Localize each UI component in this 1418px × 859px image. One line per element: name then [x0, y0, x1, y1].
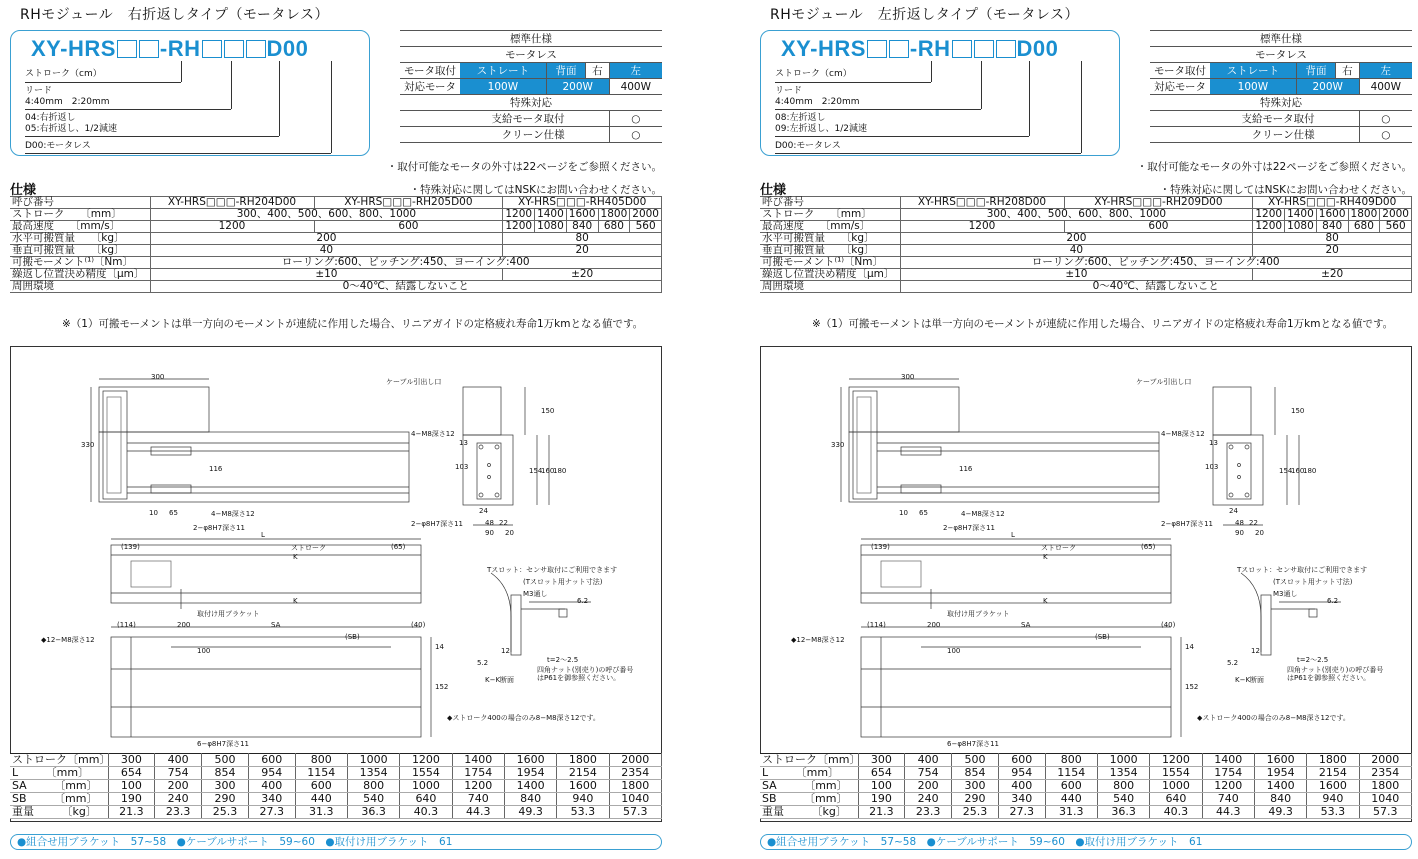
dim-cell: 1200: [1202, 780, 1254, 793]
model-line-lead: リード: [25, 86, 53, 96]
dim-cell: 754: [905, 767, 952, 780]
dim-cell: 44.3: [1202, 806, 1254, 819]
dim-cell: 854: [202, 767, 249, 780]
dim-cell: 190: [858, 793, 905, 806]
dim-180: 180: [1303, 467, 1317, 475]
dim-10: 10: [899, 509, 908, 517]
dim-cell: 800: [1045, 754, 1097, 767]
dim-160: 160: [1291, 467, 1305, 475]
dim-200: 200: [177, 621, 191, 629]
dim-cell: 1040: [1359, 793, 1411, 806]
spec-heading: 仕様: [760, 183, 787, 198]
m8-12-label: ◆12−M8深さ12: [791, 636, 845, 644]
dim-10: 10: [149, 509, 158, 517]
dim-row-label: SA 〔mm〕: [10, 780, 108, 793]
dim-cell: 31.3: [1045, 806, 1097, 819]
dim-cell: 40.3: [1150, 806, 1202, 819]
dim-160: 160: [541, 467, 555, 475]
dim-cell: 1954: [504, 767, 556, 780]
pin-6-label: 6−φ8H7深さ11: [197, 740, 250, 748]
dim-24: 24: [479, 507, 488, 515]
dim-cell: 954: [998, 767, 1045, 780]
dim-100: 100: [947, 647, 961, 655]
dim-cell: 2000: [1359, 754, 1411, 767]
dim-cell: 23.3: [905, 806, 952, 819]
dim-cell: 2000: [609, 754, 661, 767]
dim-139: (139): [121, 543, 140, 551]
dim-cell: 1554: [400, 767, 452, 780]
dim-row-label: 重量 〔kg〕: [760, 806, 858, 819]
motor-size-note: ・取付可能なモータの外寸は22ページをご参照ください。: [386, 161, 662, 173]
model-line-fold2: 09:左折返し、1/2減速: [775, 124, 867, 134]
dim-row: [10, 754, 662, 767]
dim-cell: 53.3: [1307, 806, 1359, 819]
dim-cell: 240: [155, 793, 202, 806]
kk-section-label: K−K断面: [1235, 676, 1265, 684]
dim-cell: 1200: [452, 780, 504, 793]
dim-cell: 1200: [1150, 754, 1202, 767]
dim-cell: 27.3: [248, 806, 295, 819]
spec-table: 呼び番号 XY-HRS□□□-RH208D00 XY-HRS□□□-RH209D00 XY-HRS□□□-RH409D00 ストローク 〔mm〕 300、400、500、600、800、1000 1200 1400 1600 1800 2000 最高速度 〔mm/s〕 1200 600 1200 1080 840 680 560 水平可搬質量 〔kg〕 200 80 垂直可搬質量 〔kg〕 40 20 可搬モーメント⁽¹⁾〔Nm〕 ローリング:600、ピッチング:450、ヨーイング:400 繰返し位置決め精度〔μm〕 ±10 ±20 周囲環境 0～40℃、結露しないこと: [760, 196, 1412, 293]
m8-4-label-b: 4−M8深さ12: [961, 510, 1005, 518]
dim-cell: 36.3: [347, 806, 399, 819]
dim-row: [760, 754, 1412, 767]
special-note: ・特殊対応に関してはNSKにお問い合わせください。: [409, 184, 662, 196]
dim-cell: 500: [202, 754, 249, 767]
model-line-fold1: 04:右折返し: [25, 113, 76, 123]
related-parts-bar: ●組合せ用ブラケット 57~58 ●ケーブルサポート 59~60 ●取付け用ブラケット 61: [10, 834, 662, 850]
dim-L: L: [1011, 531, 1015, 539]
dim-cell: 640: [1150, 793, 1202, 806]
cable-outlet-label: ケーブル引出し口: [1136, 378, 1192, 386]
dim-cell: 654: [108, 767, 155, 780]
dim-cell: 840: [1254, 793, 1306, 806]
m3-label: M3通し: [523, 590, 548, 598]
dim-row-label: SB 〔mm〕: [760, 793, 858, 806]
dim-5-2: 5.2: [477, 659, 489, 667]
dim-180: 180: [553, 467, 567, 475]
footnote: ※（1）可搬モーメントは単一方向のモーメントが連続に作用した場合、リニアガイドの定格疲れ寿命1万kmとなる値です。: [812, 318, 1394, 330]
dim-cell: 23.3: [155, 806, 202, 819]
dimension-table: [760, 753, 1412, 819]
dim-40: (40): [411, 621, 426, 629]
dim-90: 90: [1235, 529, 1244, 537]
dim-cell: 57.3: [609, 806, 661, 819]
dim-90: 90: [485, 529, 494, 537]
tslot-label: Tスロット：センサ取付にご利用できます: [487, 566, 618, 574]
dim-cell: 25.3: [952, 806, 999, 819]
tslot-nut-label: (Tスロット用ナット寸法): [1273, 578, 1353, 586]
pin-2-label-b: 2−φ8H7深さ11: [943, 524, 996, 532]
model-code-box: [760, 30, 1120, 156]
model-line-lead-values: 4:40mm 2:20mm: [775, 97, 860, 107]
motor-size-note: ・取付可能なモータの外寸は22ページをご参照ください。: [1136, 161, 1412, 173]
stroke-note: ◆ストローク400の場合のみ8−M8深さ12です。: [1197, 714, 1350, 722]
dim-cell: 800: [1097, 780, 1149, 793]
dim-cell: 800: [347, 780, 399, 793]
bracket-label: 取付け用ブラケット: [947, 610, 1010, 618]
dim-cell: 36.3: [1097, 806, 1149, 819]
dim-cell: 200: [155, 780, 202, 793]
dim-cell: 740: [1202, 793, 1254, 806]
dim-65: 65: [169, 509, 178, 517]
dim-SB: (SB): [1095, 633, 1110, 641]
stroke-note: ◆ストローク400の場合のみ8−M8深さ12です。: [447, 714, 600, 722]
dim-row-label: ストローク〔mm〕: [762, 753, 861, 766]
nut-note-2: はP61を御参照ください。: [1287, 674, 1371, 682]
dim-cell: 2154: [1307, 767, 1359, 780]
dim-row: [760, 806, 1412, 819]
dim-row-label: L 〔mm〕: [10, 767, 108, 780]
special-note: ・特殊対応に関してはNSKにお問い合わせください。: [1159, 184, 1412, 196]
dim-SA: SA: [1021, 621, 1031, 629]
dim-cell: 854: [952, 767, 999, 780]
dim-cell: 1354: [347, 767, 399, 780]
dim-cell: 600: [998, 754, 1045, 767]
dim-cell: 1400: [452, 754, 504, 767]
dim-cell: 1754: [1202, 767, 1254, 780]
dim-row-label: ストローク〔mm〕: [12, 753, 111, 766]
dim-row: [760, 793, 1412, 806]
dim-cell: 600: [1045, 780, 1097, 793]
pin-2-label-b: 2−φ8H7深さ11: [193, 524, 246, 532]
dim-cell: 300: [108, 754, 155, 767]
section-K-bottom: K: [293, 597, 298, 605]
dim-cell: 100: [108, 780, 155, 793]
model-code: XY-HRS -RH D00: [781, 36, 1059, 61]
dim-cell: 1800: [1359, 780, 1411, 793]
spec-heading: 仕様: [10, 183, 37, 198]
dim-cell: 57.3: [1359, 806, 1411, 819]
dim-cell: 2154: [557, 767, 609, 780]
page-left-fold: [758, 0, 1412, 859]
dim-L: L: [261, 531, 265, 539]
dim-100: 100: [197, 647, 211, 655]
dim-cell: 1800: [557, 754, 609, 767]
dim-cell: 840: [504, 793, 556, 806]
dim-cell: 1000: [347, 754, 399, 767]
dim-cell: 1400: [1202, 754, 1254, 767]
dim-row: [10, 780, 662, 793]
dim-cell: 400: [998, 780, 1045, 793]
dim-12: 12: [501, 647, 510, 655]
dimension-drawing: [760, 346, 1412, 822]
spec-table: 呼び番号 XY-HRS□□□-RH204D00 XY-HRS□□□-RH205D00 XY-HRS□□□-RH405D00 ストローク 〔mm〕 300、400、500、600、800、1000 1200 1400 1600 1800 2000 最高速度 〔mm/s〕 1200 600 1200 1080 840 680 560 水平可搬質量 〔kg〕 200 80 垂直可搬質量 〔kg〕 40 20 可搬モーメント⁽¹⁾〔Nm〕 ローリング:600、ピッチング:450、ヨーイング:400 繰返し位置決め精度〔μm〕 ±10 ±20 周囲環境 0～40℃、結露しないこと: [10, 196, 662, 293]
dim-103: 103: [455, 463, 469, 471]
dim-cell: 940: [557, 793, 609, 806]
model-code: XY-HRS -RH D00: [31, 36, 309, 61]
dim-22: 22: [1249, 519, 1258, 527]
model-line-motorless: D00:モータレス: [775, 141, 841, 151]
dim-13: 13: [1209, 439, 1218, 447]
dim-cell: 1000: [1097, 754, 1149, 767]
dim-cell: 21.3: [858, 806, 905, 819]
dim-cell: 1600: [1254, 754, 1306, 767]
dim-cell: 440: [1045, 793, 1097, 806]
related-parts-bar: ●組合せ用ブラケット 57~58 ●ケーブルサポート 59~60 ●取付け用ブラケット 61: [760, 834, 1412, 850]
page-right-fold: [8, 0, 668, 859]
dim-SB: (SB): [345, 633, 360, 641]
model-line-stroke: ストローク（cm）: [25, 69, 102, 79]
dim-row: [760, 767, 1412, 780]
dim-cell: 740: [452, 793, 504, 806]
dim-103: 103: [1205, 463, 1219, 471]
dim-cell: 440: [295, 793, 347, 806]
model-line-fold2: 05:右折返し、1/2減速: [25, 124, 117, 134]
dim-150: 150: [1291, 407, 1305, 415]
dim-row: [760, 780, 1412, 793]
page-title: RHモジュール 右折返しタイプ（モータレス）: [20, 7, 330, 23]
nut-note-1: 四角ナット(別売り)の呼び番号: [1287, 666, 1384, 674]
standard-spec-table: 標準仕様 モータレス モータ取付 ストレート 背面 右 左 対応モータ 100W 200W 400W 特殊対応 支給モータ取付 ○ クリーン仕様 ○: [400, 30, 662, 143]
dim-20: 20: [1255, 529, 1264, 537]
dim-cell: 1600: [504, 754, 556, 767]
dim-cell: 25.3: [202, 806, 249, 819]
dim-cell: 540: [347, 793, 399, 806]
dim-cell: 49.3: [504, 806, 556, 819]
dim-cell: 1800: [1307, 754, 1359, 767]
dim-48: 48: [1235, 519, 1244, 527]
dim-cell: 940: [1307, 793, 1359, 806]
dim-cell: 300: [952, 780, 999, 793]
dim-cell: 800: [295, 754, 347, 767]
model-code-box: [10, 30, 370, 156]
tslot-label: Tスロット：センサ取付にご利用できます: [1237, 566, 1368, 574]
dim-cell: 500: [952, 754, 999, 767]
dim-cell: 1754: [452, 767, 504, 780]
dim-65b: (65): [391, 543, 406, 551]
dim-cell: 21.3: [108, 806, 155, 819]
dim-row: [10, 767, 662, 780]
dim-6-2: 6.2: [577, 597, 589, 605]
dim-row: [10, 793, 662, 806]
t-label: t=2～2.5: [1297, 656, 1329, 664]
dim-stroke: ストローク: [291, 544, 326, 552]
dim-154: 154: [529, 467, 543, 475]
dim-40: (40): [1161, 621, 1176, 629]
dimension-drawing: [10, 346, 662, 822]
dim-cell: 290: [952, 793, 999, 806]
dim-139: (139): [871, 543, 890, 551]
dim-116: 116: [959, 465, 973, 473]
m8-4-label: 4−M8深さ12: [411, 430, 455, 438]
dim-114: (114): [117, 621, 136, 629]
dim-cell: 31.3: [295, 806, 347, 819]
dim-65b: (65): [1141, 543, 1156, 551]
dim-cell: 954: [248, 767, 295, 780]
dim-cell: 1400: [1254, 780, 1306, 793]
dim-cell: 300: [858, 754, 905, 767]
dim-cell: 400: [905, 754, 952, 767]
dim-cell: 2354: [609, 767, 661, 780]
dim-cell: 600: [248, 754, 295, 767]
dim-SA: SA: [271, 621, 281, 629]
dim-cell: 190: [108, 793, 155, 806]
dim-cell: 300: [202, 780, 249, 793]
model-line-lead-values: 4:40mm 2:20mm: [25, 97, 110, 107]
dim-cell: 1154: [295, 767, 347, 780]
kk-section-label: K−K断面: [485, 676, 515, 684]
m3-label: M3通し: [1273, 590, 1298, 598]
dim-65: 65: [919, 509, 928, 517]
dim-cell: 290: [202, 793, 249, 806]
dim-cell: 1200: [400, 754, 452, 767]
dim-cell: 1154: [1045, 767, 1097, 780]
pin-6-label: 6−φ8H7深さ11: [947, 740, 1000, 748]
dim-cell: 1040: [609, 793, 661, 806]
dim-cell: 1800: [609, 780, 661, 793]
dim-12: 12: [1251, 647, 1260, 655]
dim-row-label: L 〔mm〕: [760, 767, 858, 780]
model-line-motorless: D00:モータレス: [25, 141, 91, 151]
dim-cell: 340: [248, 793, 295, 806]
m8-4-label-b: 4−M8深さ12: [211, 510, 255, 518]
pin-2-label: 2−φ8H7深さ11: [411, 520, 464, 528]
section-K-top: K: [293, 553, 298, 561]
model-line-fold1: 08:左折返し: [775, 113, 826, 123]
page-title: RHモジュール 左折返しタイプ（モータレス）: [770, 7, 1080, 23]
model-line-lead: リード: [775, 86, 803, 96]
section-K-bottom: K: [1043, 597, 1048, 605]
dim-row-label: SA 〔mm〕: [760, 780, 858, 793]
dim-13: 13: [459, 439, 468, 447]
cable-outlet-label: ケーブル引出し口: [386, 378, 442, 386]
dim-14: 14: [435, 643, 444, 651]
bracket-label: 取付け用ブラケット: [197, 610, 260, 618]
dim-cell: 40.3: [400, 806, 452, 819]
dim-20: 20: [505, 529, 514, 537]
dim-row-label: 重量 〔kg〕: [10, 806, 108, 819]
dim-154: 154: [1279, 467, 1293, 475]
dim-cell: 1000: [400, 780, 452, 793]
dim-300: 300: [151, 373, 165, 381]
dim-330: 330: [81, 441, 95, 449]
dim-cell: 53.3: [557, 806, 609, 819]
dim-cell: 654: [858, 767, 905, 780]
dim-330: 330: [831, 441, 845, 449]
tslot-nut-label: (Tスロット用ナット寸法): [523, 578, 603, 586]
dim-152: 152: [435, 683, 449, 691]
pin-2-label: 2−φ8H7深さ11: [1161, 520, 1214, 528]
dim-cell: 1000: [1150, 780, 1202, 793]
dim-row: [10, 806, 662, 819]
dim-cell: 1554: [1150, 767, 1202, 780]
dim-stroke: ストローク: [1041, 544, 1076, 552]
footnote: ※（1）可搬モーメントは単一方向のモーメントが連続に作用した場合、リニアガイドの定格疲れ寿命1万kmとなる値です。: [62, 318, 644, 330]
dim-cell: 200: [905, 780, 952, 793]
dim-24: 24: [1229, 507, 1238, 515]
m8-12-label: ◆12−M8深さ12: [41, 636, 95, 644]
dim-cell: 1600: [1307, 780, 1359, 793]
dim-14: 14: [1185, 643, 1194, 651]
dim-cell: 100: [858, 780, 905, 793]
dim-cell: 240: [905, 793, 952, 806]
dim-22: 22: [499, 519, 508, 527]
nut-note-1: 四角ナット(別売り)の呼び番号: [537, 666, 634, 674]
dim-cell: 1400: [504, 780, 556, 793]
dim-cell: 1954: [1254, 767, 1306, 780]
dim-cell: 1354: [1097, 767, 1149, 780]
dim-116: 116: [209, 465, 223, 473]
dim-cell: 2354: [1359, 767, 1411, 780]
dim-cell: 600: [295, 780, 347, 793]
section-K-top: K: [1043, 553, 1048, 561]
dim-114: (114): [867, 621, 886, 629]
dim-150: 150: [541, 407, 555, 415]
dim-cell: 540: [1097, 793, 1149, 806]
dimension-table: [10, 753, 662, 819]
dim-row-label: SB 〔mm〕: [10, 793, 108, 806]
dim-cell: 340: [998, 793, 1045, 806]
dim-cell: 44.3: [452, 806, 504, 819]
dim-cell: 49.3: [1254, 806, 1306, 819]
dim-cell: 27.3: [998, 806, 1045, 819]
dim-cell: 754: [155, 767, 202, 780]
dim-cell: 640: [400, 793, 452, 806]
dim-200: 200: [927, 621, 941, 629]
dim-48: 48: [485, 519, 494, 527]
dim-5-2: 5.2: [1227, 659, 1239, 667]
dim-152: 152: [1185, 683, 1199, 691]
dim-cell: 400: [155, 754, 202, 767]
m8-4-label: 4−M8深さ12: [1161, 430, 1205, 438]
t-label: t=2～2.5: [547, 656, 579, 664]
standard-spec-table: 標準仕様 モータレス モータ取付 ストレート 背面 右 左 対応モータ 100W 200W 400W 特殊対応 支給モータ取付 ○ クリーン仕様 ○: [1150, 30, 1412, 143]
dim-300: 300: [901, 373, 915, 381]
dim-6-2: 6.2: [1327, 597, 1339, 605]
dim-cell: 1600: [557, 780, 609, 793]
nut-note-2: はP61を御参照ください。: [537, 674, 621, 682]
model-line-stroke: ストローク（cm）: [775, 69, 852, 79]
dim-cell: 400: [248, 780, 295, 793]
